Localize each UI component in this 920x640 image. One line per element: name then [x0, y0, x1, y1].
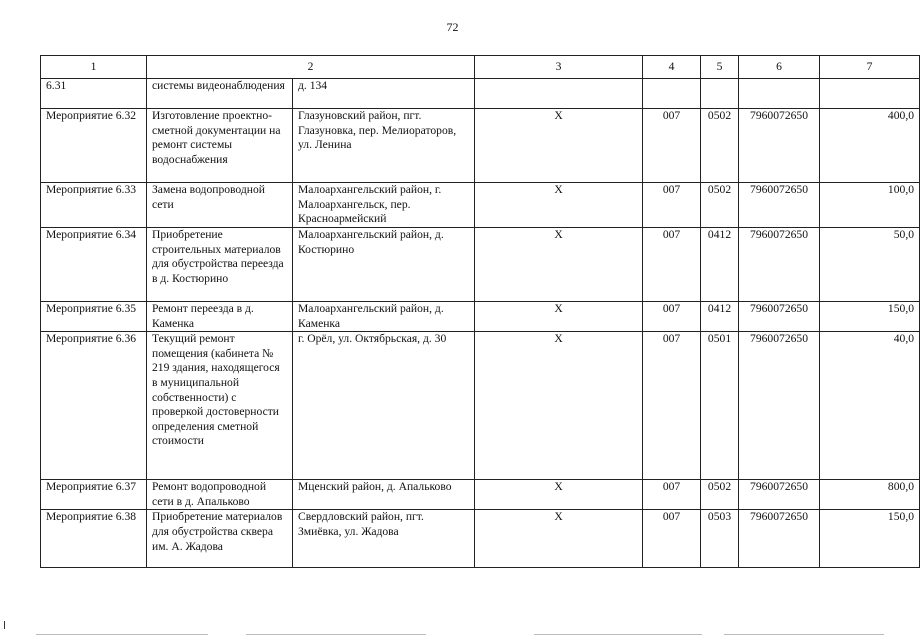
- cell-col3: X: [475, 302, 643, 332]
- cell-col4: 007: [643, 510, 701, 568]
- cell-col7: 100,0: [820, 183, 920, 228]
- budget-table: [40, 55, 920, 568]
- table-row: [41, 510, 920, 568]
- cell-location: Малоархангельский район, д. Костюрино: [293, 228, 475, 302]
- footer-rule: [534, 634, 702, 635]
- cell-col5: 0502: [701, 109, 739, 183]
- table-row: [41, 480, 920, 510]
- column-header: 3: [475, 56, 643, 79]
- cell-col6: 7960072650: [739, 480, 820, 510]
- cell-id: Мероприятие 6.35: [41, 302, 147, 332]
- cell-id: Мероприятие 6.36: [41, 332, 147, 480]
- column-header: 1: [41, 56, 147, 79]
- table-row: [41, 228, 920, 302]
- cell-location: Малоархангельский район, г. Малоархангельск, пер. Красноармейский: [293, 183, 475, 228]
- cell-location: Свердловский район, пгт. Змиёвка, ул. Жадова: [293, 510, 475, 568]
- footer-rule: [724, 634, 884, 635]
- cell-col7: 800,0: [820, 480, 920, 510]
- cell-col5: 0502: [701, 183, 739, 228]
- cell-col7: 40,0: [820, 332, 920, 480]
- cell-col6: [739, 79, 820, 109]
- cell-col6: 7960072650: [739, 228, 820, 302]
- header-row: [41, 56, 920, 79]
- cell-name: Ремонт переезда в д. Каменка: [147, 302, 293, 332]
- cell-location: д. 134: [293, 79, 475, 109]
- cell-col3: X: [475, 109, 643, 183]
- cell-col6: 7960072650: [739, 109, 820, 183]
- column-header: 6: [739, 56, 820, 79]
- cell-name: Ремонт водопроводной сети в д. Апальково: [147, 480, 293, 510]
- cell-col3: X: [475, 228, 643, 302]
- cell-col6: 7960072650: [739, 510, 820, 568]
- column-header: 5: [701, 56, 739, 79]
- cell-col5: 0412: [701, 228, 739, 302]
- cell-col6: 7960072650: [739, 302, 820, 332]
- cell-location: Малоархангельский район, д. Каменка: [293, 302, 475, 332]
- column-header: 4: [643, 56, 701, 79]
- table-row: [41, 109, 920, 183]
- cell-col5: 0501: [701, 332, 739, 480]
- cell-col4: 007: [643, 109, 701, 183]
- cell-col4: 007: [643, 183, 701, 228]
- table-row: [41, 183, 920, 228]
- cell-col5: 0412: [701, 302, 739, 332]
- table-row: [41, 332, 920, 480]
- cell-name: системы видеонаблюдения: [147, 79, 293, 109]
- cell-col5: 0502: [701, 480, 739, 510]
- column-header: 2: [147, 56, 475, 79]
- cell-id: 6.31: [41, 79, 147, 109]
- cell-col4: 007: [643, 480, 701, 510]
- cell-col3: X: [475, 332, 643, 480]
- footer-rule: [246, 634, 426, 635]
- cell-col3: X: [475, 480, 643, 510]
- table-row: [41, 302, 920, 332]
- cell-col4: 007: [643, 332, 701, 480]
- cell-col3: X: [475, 510, 643, 568]
- cell-name: Приобретение материалов для обустройства сквера им. А. Жадова: [147, 510, 293, 568]
- cell-col6: 7960072650: [739, 332, 820, 480]
- cell-col4: [643, 79, 701, 109]
- cell-location: Мценский район, д. Апальково: [293, 480, 475, 510]
- cell-col7: 150,0: [820, 510, 920, 568]
- cell-col4: 007: [643, 302, 701, 332]
- cell-id: Мероприятие 6.34: [41, 228, 147, 302]
- table-row: [41, 79, 920, 109]
- cell-col3: [475, 79, 643, 109]
- footer-rule: [36, 634, 208, 635]
- cell-col3: X: [475, 183, 643, 228]
- cell-id: Мероприятие 6.37: [41, 480, 147, 510]
- cell-col5: [701, 79, 739, 109]
- column-header: 7: [820, 56, 920, 79]
- cell-location: Глазуновский район, пгт. Глазуновка, пер. Мелиораторов, ул. Ленина: [293, 109, 475, 183]
- cell-col5: 0503: [701, 510, 739, 568]
- cell-col7: 150,0: [820, 302, 920, 332]
- cell-col7: 50,0: [820, 228, 920, 302]
- cell-location: г. Орёл, ул. Октябрьская, д. 30: [293, 332, 475, 480]
- cell-name: Текущий ремонт помещения (кабинета № 219 здания, находящегося в муниципальной собственности) с проверкой достоверности определения сметной стоимости: [147, 332, 293, 480]
- cell-col7: [820, 79, 920, 109]
- cell-col4: 007: [643, 228, 701, 302]
- cell-name: Изготовление проектно-сметной документации на ремонт системы водоснабжения: [147, 109, 293, 183]
- cell-name: Замена водопроводной сети: [147, 183, 293, 228]
- scan-mark: [4, 621, 5, 629]
- cell-col6: 7960072650: [739, 183, 820, 228]
- cell-id: Мероприятие 6.32: [41, 109, 147, 183]
- cell-id: Мероприятие 6.38: [41, 510, 147, 568]
- cell-id: Мероприятие 6.33: [41, 183, 147, 228]
- page-number: 72: [446, 20, 459, 34]
- cell-name: Приобретение строительных материалов для обустройства переезда в д. Костюрино: [147, 228, 293, 302]
- cell-col7: 400,0: [820, 109, 920, 183]
